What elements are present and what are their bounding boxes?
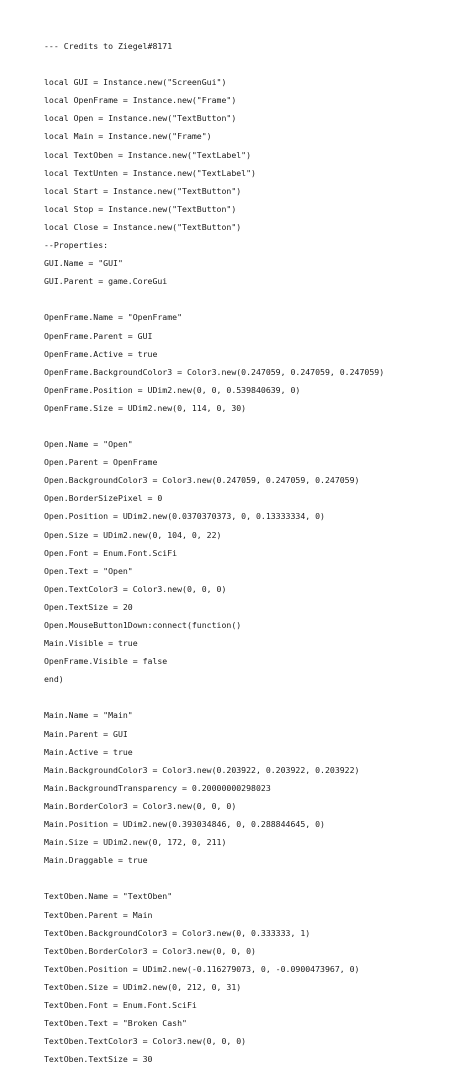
- code-line: local TextOben = Instance.new("TextLabel"): [44, 149, 252, 160]
- code-line: local TextUnten = Instance.new("TextLabel"): [44, 167, 256, 178]
- code-line: end): [44, 674, 64, 685]
- code-line: TextOben.Position = UDim2.new(-0.116279073, 0, -0.0900473967, 0): [44, 963, 360, 974]
- code-line: --- Credits to Ziegel#8171: [44, 41, 173, 51]
- code-line: Main.Parent = GUI: [44, 728, 128, 739]
- code-line: TextOben.BackgroundColor3 = Color3.new(0, 0.333333, 1): [44, 927, 311, 938]
- code-line: Open.Text = "Open": [44, 565, 133, 576]
- code-line: [44, 295, 464, 304]
- code-line: TextOben.Name = "TextOben": [44, 891, 173, 902]
- code-line: TextOben.BorderColor3 = Color3.new(0, 0, 0): [44, 945, 256, 956]
- code-line: Open.Size = UDim2.new(0, 104, 0, 22): [44, 529, 222, 540]
- code-line: Main.Visible = true: [44, 638, 138, 649]
- code-line: OpenFrame.Size = UDim2.new(0, 114, 0, 30): [44, 402, 247, 413]
- code-line: [44, 874, 464, 883]
- code-line: Main.BackgroundColor3 = Color3.new(0.203922, 0.203922, 0.203922): [44, 764, 360, 775]
- code-line: GUI.Parent = game.CoreGui: [44, 276, 168, 287]
- code-line: OpenFrame.Visible = false: [44, 656, 168, 667]
- code-line: OpenFrame.BackgroundColor3 = Color3.new(0.247059, 0.247059, 0.247059): [44, 366, 385, 377]
- code-line: TextOben.Font = Enum.Font.SciFi: [44, 999, 197, 1010]
- code-line: TextOben.Text = "Broken Cash": [44, 1018, 187, 1029]
- code-line: local OpenFrame = Instance.new("Frame"): [44, 95, 237, 106]
- code-line: local Open = Instance.new("TextButton"): [44, 113, 237, 124]
- code-line: Open.Name = "Open": [44, 439, 133, 450]
- code-line: TextOben.TextSize = 30: [44, 1054, 153, 1065]
- code-line: TextOben.Size = UDim2.new(0, 212, 0, 31): [44, 981, 242, 992]
- code-line: [44, 422, 464, 431]
- code-line: TextOben.TextColor3 = Color3.new(0, 0, 0): [44, 1036, 247, 1047]
- code-line: local Stop = Instance.new("TextButton"): [44, 203, 237, 214]
- code-line: Main.BorderColor3 = Color3.new(0, 0, 0): [44, 800, 237, 811]
- code-line: [44, 693, 464, 702]
- code-line: Main.Size = UDim2.new(0, 172, 0, 211): [44, 837, 227, 848]
- code-line: local Main = Instance.new("Frame"): [44, 131, 212, 142]
- code-line: local Close = Instance.new("TextButton"): [44, 221, 242, 232]
- code-line: OpenFrame.Parent = GUI: [44, 330, 153, 341]
- code-line: Main.Name = "Main": [44, 710, 133, 721]
- code-line: [44, 1073, 464, 1082]
- code-line: Open.Parent = OpenFrame: [44, 457, 158, 468]
- code-line: Main.BackgroundTransparency = 0.20000000298023: [44, 782, 271, 793]
- code-line: Open.Font = Enum.Font.SciFi: [44, 547, 178, 558]
- code-line: Open.MouseButton1Down:connect(function(): [44, 620, 242, 630]
- code-line: Main.Draggable = true: [44, 855, 148, 866]
- code-line: GUI.Name = "GUI": [44, 258, 123, 269]
- code-line: Open.BorderSizePixel = 0: [44, 493, 163, 504]
- code-line: TextOben.Parent = Main: [44, 909, 153, 920]
- code-line: Main.Active = true: [44, 746, 133, 757]
- code-line: OpenFrame.Position = UDim2.new(0, 0, 0.539840639, 0): [44, 384, 301, 395]
- code-line: local GUI = Instance.new("ScreenGui"): [44, 77, 227, 88]
- code-line: Open.TextColor3 = Color3.new(0, 0, 0): [44, 583, 227, 594]
- code-line: Open.BackgroundColor3 = Color3.new(0.247059, 0.247059, 0.247059): [44, 475, 360, 486]
- code-line: OpenFrame.Name = "OpenFrame": [44, 312, 183, 323]
- code-line: Open.Position = UDim2.new(0.0370370373, 0, 0.13333334, 0): [44, 511, 325, 522]
- code-line: Main.Position = UDim2.new(0.393034846, 0, 0.288844645, 0): [44, 819, 325, 830]
- code-line: local Start = Instance.new("TextButton"): [44, 185, 242, 196]
- code-listing: [44, 42, 464, 1091]
- code-line: Open.TextSize = 20: [44, 601, 133, 612]
- code-line: --Properties:: [44, 240, 109, 251]
- code-line: OpenFrame.Active = true: [44, 348, 158, 359]
- code-line: [44, 60, 464, 69]
